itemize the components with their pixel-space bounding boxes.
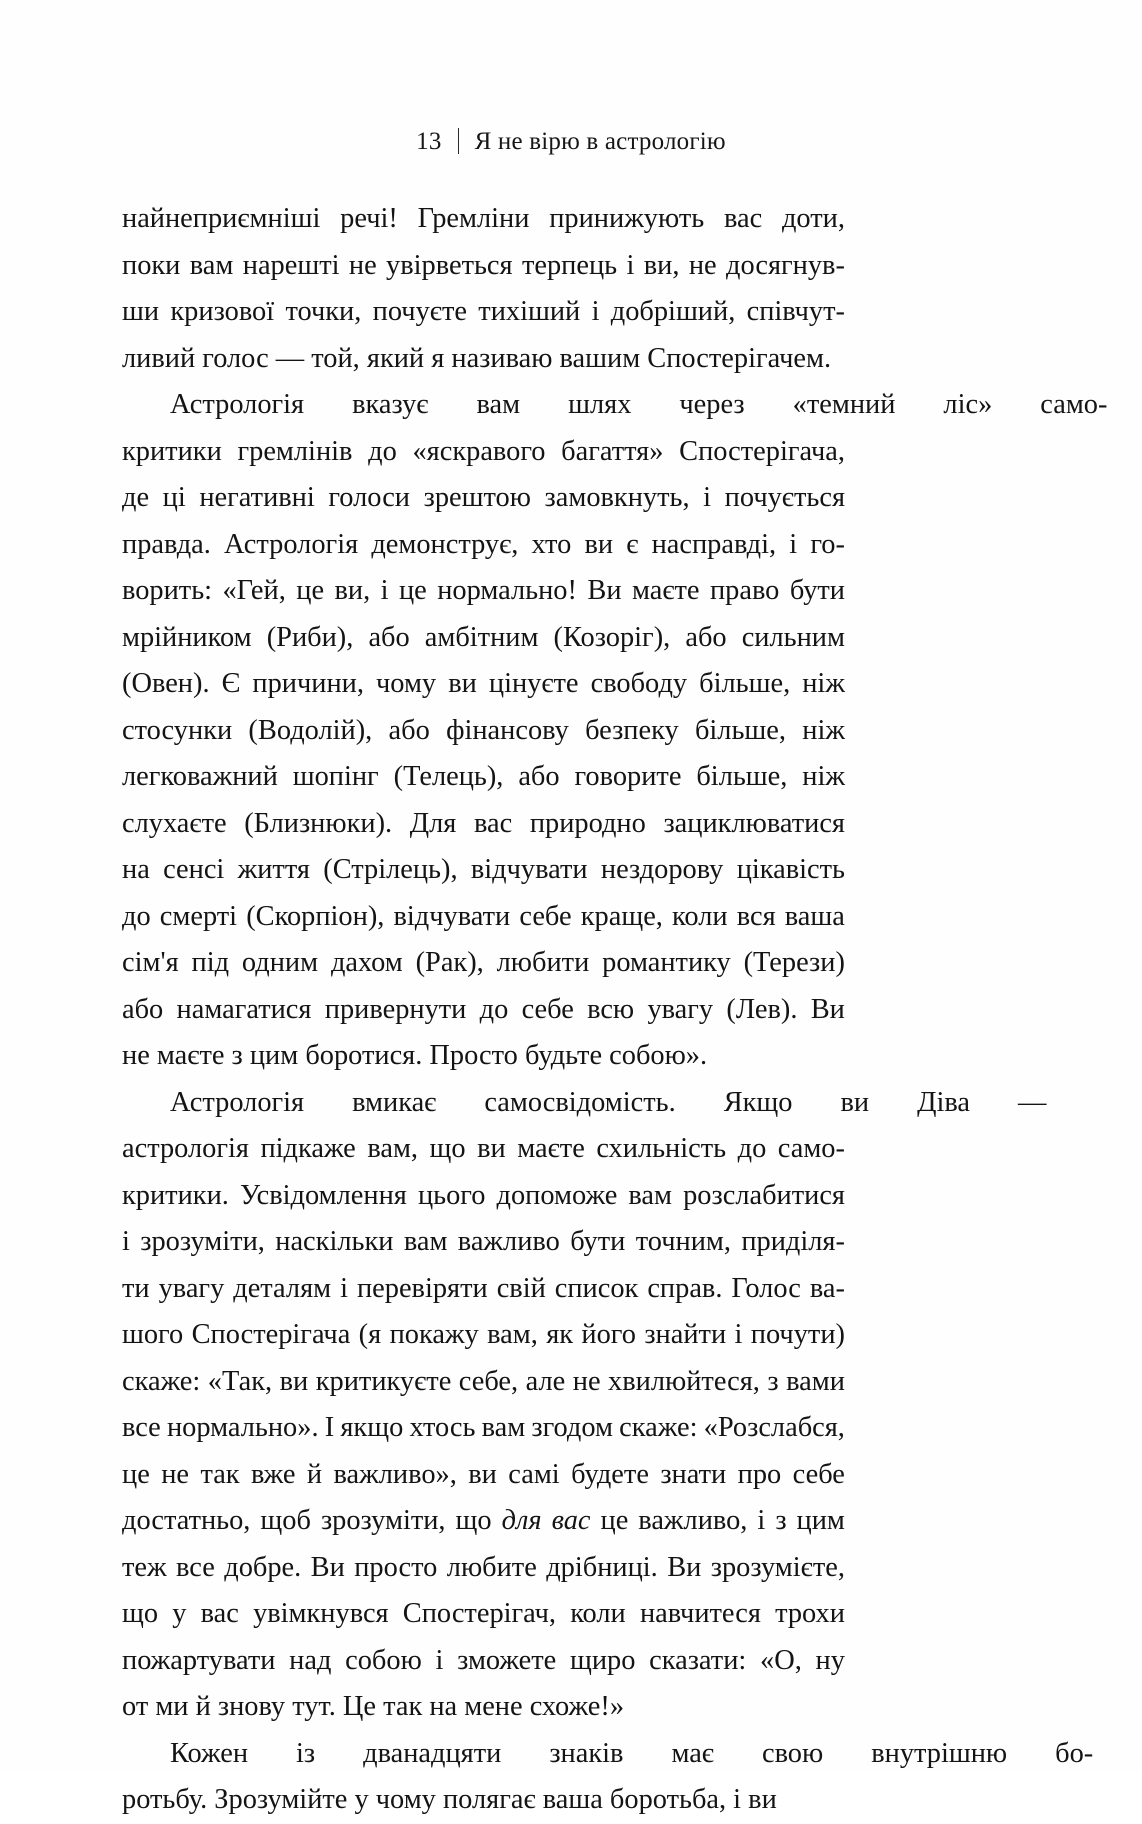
text-line: (Овен). Є причини, чому ви цінуєте свободу більше, ніж	[122, 668, 845, 699]
text-line: Астрологія вмикає самосвідомість. Якщо ви Діва —	[170, 1086, 1047, 1118]
text-line: все нормально». І якщо хтось вам згодом скаже: «Розслабся,	[122, 1412, 845, 1443]
text-line: найнеприємніші речі! Гремліни принижують вас доти,	[122, 203, 845, 234]
text-line: це не так вже й важливо», ви самі будете знати про себе	[122, 1458, 845, 1490]
text-line: пожартувати над собою і зможете щиро сказати: «О, ну	[122, 1644, 845, 1676]
text-line: от ми й знову тут. Це так на мене схоже!»	[122, 1691, 625, 1722]
text-line: теж все добре. Ви просто любите дрібниці. Ви зрозумієте,	[122, 1551, 845, 1583]
emphasis-text: вас	[551, 1505, 591, 1536]
text-line: скаже: «Так, ви критикуєте себе, але не хвилюйтеся, з вами	[122, 1365, 845, 1397]
text-line: критики. Усвідомлення цього допоможе вам розслабитися	[122, 1179, 845, 1211]
text-line: ши кризової точки, почуєте тихіший і добріший, співчут-	[122, 296, 845, 327]
text-line: ти увагу деталям і перевіряти свій список справ. Голос ва-	[122, 1272, 845, 1304]
text-line: ворить: «Гей, це ви, і це нормально! Ви маєте право бути	[122, 575, 845, 606]
text-line: де ці негативні голоси зрештою замовкнуть, і почується	[122, 482, 845, 513]
text-line: на сенсі життя (Стрілець), відчувати нездорову цікавість	[122, 854, 845, 885]
text-line: сім'я під одним дахом (Рак), любити романтику (Терези)	[122, 947, 845, 978]
body-text-block	[122, 196, 1108, 1824]
running-head-divider	[458, 128, 459, 154]
text-line: поки вам нарешті не увірветься терпець і ви, не досягнув-	[122, 249, 845, 281]
text-line: і зрозуміти, наскільки вам важливо бути точним, приділя-	[122, 1226, 845, 1257]
text-line: або намагатися привернути до себе всю увагу (Лев). Ви	[122, 993, 845, 1025]
page-number: 13	[416, 128, 442, 155]
text-line: не маєте з цим боротися. Просто будьте собою».	[122, 1040, 708, 1071]
paragraph-2	[122, 382, 1108, 1080]
text-line: що у вас увімкнувся Спостерігач, коли навчитеся трохи	[122, 1598, 845, 1629]
text-line: легковажний шопінг (Телець), або говорите більше, ніж	[122, 761, 845, 792]
paragraph-3	[122, 1080, 1047, 1731]
text-line: слухаєте (Близнюки). Для вас природно зациклюватися	[122, 807, 845, 839]
chapter-title: Я не вірю в астрологію	[474, 128, 726, 155]
text-line: Астрологія вказує вам шлях через «темний ліс» само-	[170, 389, 1108, 420]
paragraph-4	[122, 1731, 1094, 1824]
running-head	[0, 128, 1142, 156]
text-line: шого Спостерігача (я покажу вам, як його знайти і почути)	[122, 1319, 845, 1350]
text-line: мрійником (Риби), або амбітним (Козоріг), або сильним	[122, 621, 845, 653]
text-line: Кожен із дванадцяти знаків має свою внутрішню бо-	[170, 1737, 1094, 1769]
text-line: ротьбу. Зрозумійте у чому полягає ваша боротьба, і ви	[122, 1784, 777, 1815]
text-line: критики гремлінів до «яскравого багаття» Спостерігача,	[122, 435, 845, 467]
text-line: до смерті (Скорпіон), відчувати себе краще, коли вся ваша	[122, 900, 845, 932]
text-line: ливий голос — той, який я називаю вашим Спостерігачем.	[122, 342, 832, 374]
text-line: стосунки (Водолій), або фінансову безпеку більше, ніж	[122, 714, 845, 746]
text-line-with-emphasis: достатньо, щоб зрозуміти, що для вас це важливо, і з цим	[122, 1505, 845, 1536]
text-line: правда. Астрологія демонструє, хто ви є насправді, і го-	[122, 528, 845, 560]
text-line: астрологія підкаже вам, що ви маєте схильність до само-	[122, 1133, 845, 1164]
paragraph-1	[122, 196, 845, 382]
emphasis-text: для	[501, 1505, 542, 1536]
